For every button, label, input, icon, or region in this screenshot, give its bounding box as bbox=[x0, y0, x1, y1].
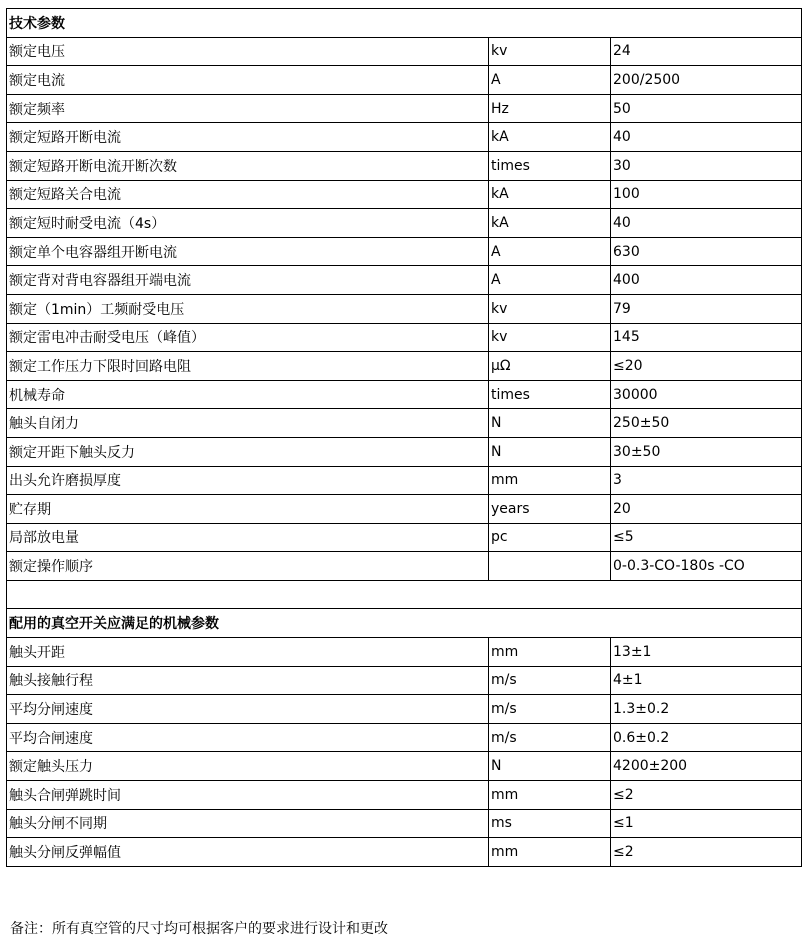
param-value: 200/2500 bbox=[611, 66, 802, 95]
param-name: 出头允许磨损厚度 bbox=[7, 466, 489, 495]
param-unit: m/s bbox=[489, 666, 611, 695]
table-row bbox=[7, 323, 802, 352]
param-unit: kA bbox=[489, 209, 611, 238]
param-unit: A bbox=[489, 66, 611, 95]
param-name: 触头自闭力 bbox=[7, 409, 489, 438]
param-value: 40 bbox=[611, 123, 802, 152]
param-value: 0.6±0.2 bbox=[611, 723, 802, 752]
table-row bbox=[7, 495, 802, 524]
section1-title: 技术参数 bbox=[7, 9, 802, 38]
table-row bbox=[7, 237, 802, 266]
param-value: 30 bbox=[611, 151, 802, 180]
param-value: ≤2 bbox=[611, 838, 802, 867]
table-row bbox=[7, 66, 802, 95]
param-value: ≤20 bbox=[611, 352, 802, 381]
param-name: 触头合闸弹跳时间 bbox=[7, 781, 489, 810]
table-row bbox=[7, 266, 802, 295]
param-name: 额定（1min）工频耐受电压 bbox=[7, 294, 489, 323]
param-unit: ms bbox=[489, 809, 611, 838]
param-unit: N bbox=[489, 409, 611, 438]
spec-table-body bbox=[7, 9, 802, 867]
table-row bbox=[7, 523, 802, 552]
param-unit: kv bbox=[489, 37, 611, 66]
param-unit: m/s bbox=[489, 695, 611, 724]
footnote: 备注：所有真空管的尺寸均可根据客户的要求进行设计和更改 bbox=[10, 921, 388, 937]
param-unit: times bbox=[489, 380, 611, 409]
table-row bbox=[7, 752, 802, 781]
table-row bbox=[7, 380, 802, 409]
table-row bbox=[7, 638, 802, 667]
param-unit: years bbox=[489, 495, 611, 524]
table-row bbox=[7, 723, 802, 752]
param-unit: N bbox=[489, 752, 611, 781]
param-name: 额定短时耐受电流（4s） bbox=[7, 209, 489, 238]
param-value: ≤2 bbox=[611, 781, 802, 810]
section2-header-row bbox=[7, 609, 802, 638]
param-name: 触头分闸反弹幅值 bbox=[7, 838, 489, 867]
table-row bbox=[7, 666, 802, 695]
table-row bbox=[7, 781, 802, 810]
param-value: 24 bbox=[611, 37, 802, 66]
table-row bbox=[7, 437, 802, 466]
param-name: 额定操作顺序 bbox=[7, 552, 489, 581]
param-value: 13±1 bbox=[611, 638, 802, 667]
param-value: 79 bbox=[611, 294, 802, 323]
param-value: 250±50 bbox=[611, 409, 802, 438]
table-row bbox=[7, 180, 802, 209]
param-value: 3 bbox=[611, 466, 802, 495]
param-value: 50 bbox=[611, 94, 802, 123]
param-value: 630 bbox=[611, 237, 802, 266]
blank-row bbox=[7, 580, 802, 609]
table-row bbox=[7, 209, 802, 238]
param-name: 额定雷电冲击耐受电压（峰值） bbox=[7, 323, 489, 352]
param-unit: mm bbox=[489, 838, 611, 867]
param-name: 额定开距下触头反力 bbox=[7, 437, 489, 466]
param-name: 额定短路开断电流开断次数 bbox=[7, 151, 489, 180]
table-row bbox=[7, 552, 802, 581]
param-unit: kv bbox=[489, 323, 611, 352]
param-unit: μΩ bbox=[489, 352, 611, 381]
table-row bbox=[7, 809, 802, 838]
param-unit: m/s bbox=[489, 723, 611, 752]
param-unit: kA bbox=[489, 123, 611, 152]
param-unit: N bbox=[489, 437, 611, 466]
param-unit: mm bbox=[489, 638, 611, 667]
param-value: 1.3±0.2 bbox=[611, 695, 802, 724]
param-value: 30±50 bbox=[611, 437, 802, 466]
param-unit: mm bbox=[489, 781, 611, 810]
table-row bbox=[7, 94, 802, 123]
param-unit: A bbox=[489, 266, 611, 295]
table-row bbox=[7, 37, 802, 66]
param-name: 额定背对背电容器组开端电流 bbox=[7, 266, 489, 295]
spec-table bbox=[6, 8, 802, 867]
param-name: 额定短路关合电流 bbox=[7, 180, 489, 209]
param-value: 4±1 bbox=[611, 666, 802, 695]
param-unit: mm bbox=[489, 466, 611, 495]
table-row bbox=[7, 838, 802, 867]
param-value: 100 bbox=[611, 180, 802, 209]
param-name: 额定频率 bbox=[7, 94, 489, 123]
table-row bbox=[7, 151, 802, 180]
param-name: 触头接触行程 bbox=[7, 666, 489, 695]
param-name: 平均合闸速度 bbox=[7, 723, 489, 752]
param-name: 平均分闸速度 bbox=[7, 695, 489, 724]
param-unit bbox=[489, 552, 611, 581]
table-row bbox=[7, 294, 802, 323]
param-name: 额定电压 bbox=[7, 37, 489, 66]
param-value: 400 bbox=[611, 266, 802, 295]
param-name: 额定触头压力 bbox=[7, 752, 489, 781]
param-unit: pc bbox=[489, 523, 611, 552]
param-value: 145 bbox=[611, 323, 802, 352]
param-unit: kv bbox=[489, 294, 611, 323]
param-value: 30000 bbox=[611, 380, 802, 409]
table-row bbox=[7, 123, 802, 152]
param-unit: times bbox=[489, 151, 611, 180]
table-row bbox=[7, 466, 802, 495]
param-value: ≤1 bbox=[611, 809, 802, 838]
param-name: 额定工作压力下限时回路电阻 bbox=[7, 352, 489, 381]
section2-title: 配用的真空开关应满足的机械参数 bbox=[7, 609, 802, 638]
table-row bbox=[7, 409, 802, 438]
param-unit: Hz bbox=[489, 94, 611, 123]
param-name: 贮存期 bbox=[7, 495, 489, 524]
param-name: 额定短路开断电流 bbox=[7, 123, 489, 152]
param-unit: kA bbox=[489, 180, 611, 209]
param-name: 额定电流 bbox=[7, 66, 489, 95]
param-name: 局部放电量 bbox=[7, 523, 489, 552]
param-name: 额定单个电容器组开断电流 bbox=[7, 237, 489, 266]
section1-header-row bbox=[7, 9, 802, 38]
param-value: 4200±200 bbox=[611, 752, 802, 781]
param-value: 20 bbox=[611, 495, 802, 524]
param-name: 触头分闸不同期 bbox=[7, 809, 489, 838]
param-name: 触头开距 bbox=[7, 638, 489, 667]
table-row bbox=[7, 352, 802, 381]
blank-cell bbox=[7, 580, 802, 609]
param-value: ≤5 bbox=[611, 523, 802, 552]
param-value: 40 bbox=[611, 209, 802, 238]
table-row bbox=[7, 695, 802, 724]
param-unit: A bbox=[489, 237, 611, 266]
param-value: 0-0.3-CO-180s -CO bbox=[611, 552, 802, 581]
param-name: 机械寿命 bbox=[7, 380, 489, 409]
